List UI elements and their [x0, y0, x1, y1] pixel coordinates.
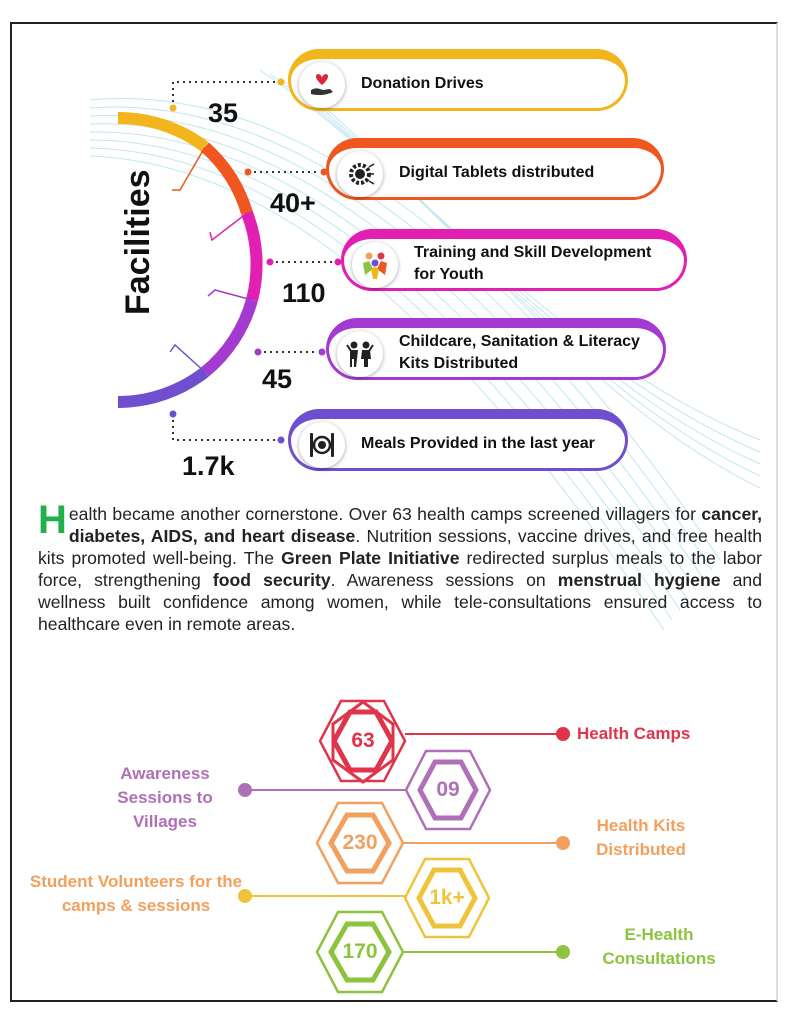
stat-value-ehealth: 170 [342, 940, 378, 963]
facility-value-meals: 1.7k [182, 451, 235, 481]
arc-segment-violet [118, 372, 205, 402]
facility-value-training: 110 [282, 278, 326, 308]
facility-label-donation: Donation Drives [361, 74, 484, 92]
tech-gear-icon [337, 151, 383, 197]
arc-segment-purple [205, 300, 252, 372]
stat-label-ehealth: E-Health Consultations [602, 925, 716, 968]
facility-value-tablets: 40+ [270, 188, 316, 218]
children-icon [337, 331, 383, 377]
stat-label-volunteers: Student Volunteers for the camps & sessions [29, 872, 243, 915]
facility-card-training [341, 229, 687, 291]
people-icon [352, 242, 398, 288]
stat-label-health-camps: Health Camps [577, 724, 691, 743]
plate-cutlery-icon [299, 422, 345, 468]
facility-label-meals: Meals Provided in the last year [361, 434, 595, 452]
heart-hand-icon [299, 62, 345, 108]
facility-card-meals [288, 409, 628, 471]
dropcap-letter: H [38, 498, 67, 542]
health-paragraph: Health became another cornerstone. Over 63 health camps screened villagers for cancer, diabetes, AIDS, and heart disease. Nutrition sessions, vaccine drives, and free health kits promoted well-being. The Green Plate Initiative redirected surplus meals to the labor force, strengthening food security. Awareness sessions on menstrual hygiene and wellness built confidence among women, while tele-consultations ensured access to healthcare even in remote areas. [38, 498, 762, 634]
stat-value-health-camps: 63 [351, 729, 375, 752]
stat-value-awareness: 09 [436, 778, 460, 801]
facility-label-training: Training and Skill Development for Youth [414, 243, 652, 283]
facility-label-tablets: Digital Tablets distributed [399, 163, 595, 181]
arc-segment-magenta [247, 213, 257, 300]
arc-segment-orange [205, 147, 247, 213]
facility-value-kits: 45 [262, 364, 293, 394]
facility-card-tablets [326, 138, 664, 200]
stat-value-health-kits: 230 [342, 831, 378, 854]
facility-card-kits [326, 318, 666, 380]
stat-label-awareness: Awareness Sessions to Villages [117, 764, 213, 831]
facility-label-kits: Childcare, Sanitation & Literacy Kits Distributed [399, 332, 640, 372]
stat-label-health-kits: Health Kits Distributed [596, 816, 686, 859]
stat-value-volunteers: 1k+ [429, 886, 465, 909]
facilities-title: Facilities [119, 169, 157, 315]
facility-card-donation [288, 49, 628, 111]
facility-value-donation: 35 [208, 98, 239, 128]
